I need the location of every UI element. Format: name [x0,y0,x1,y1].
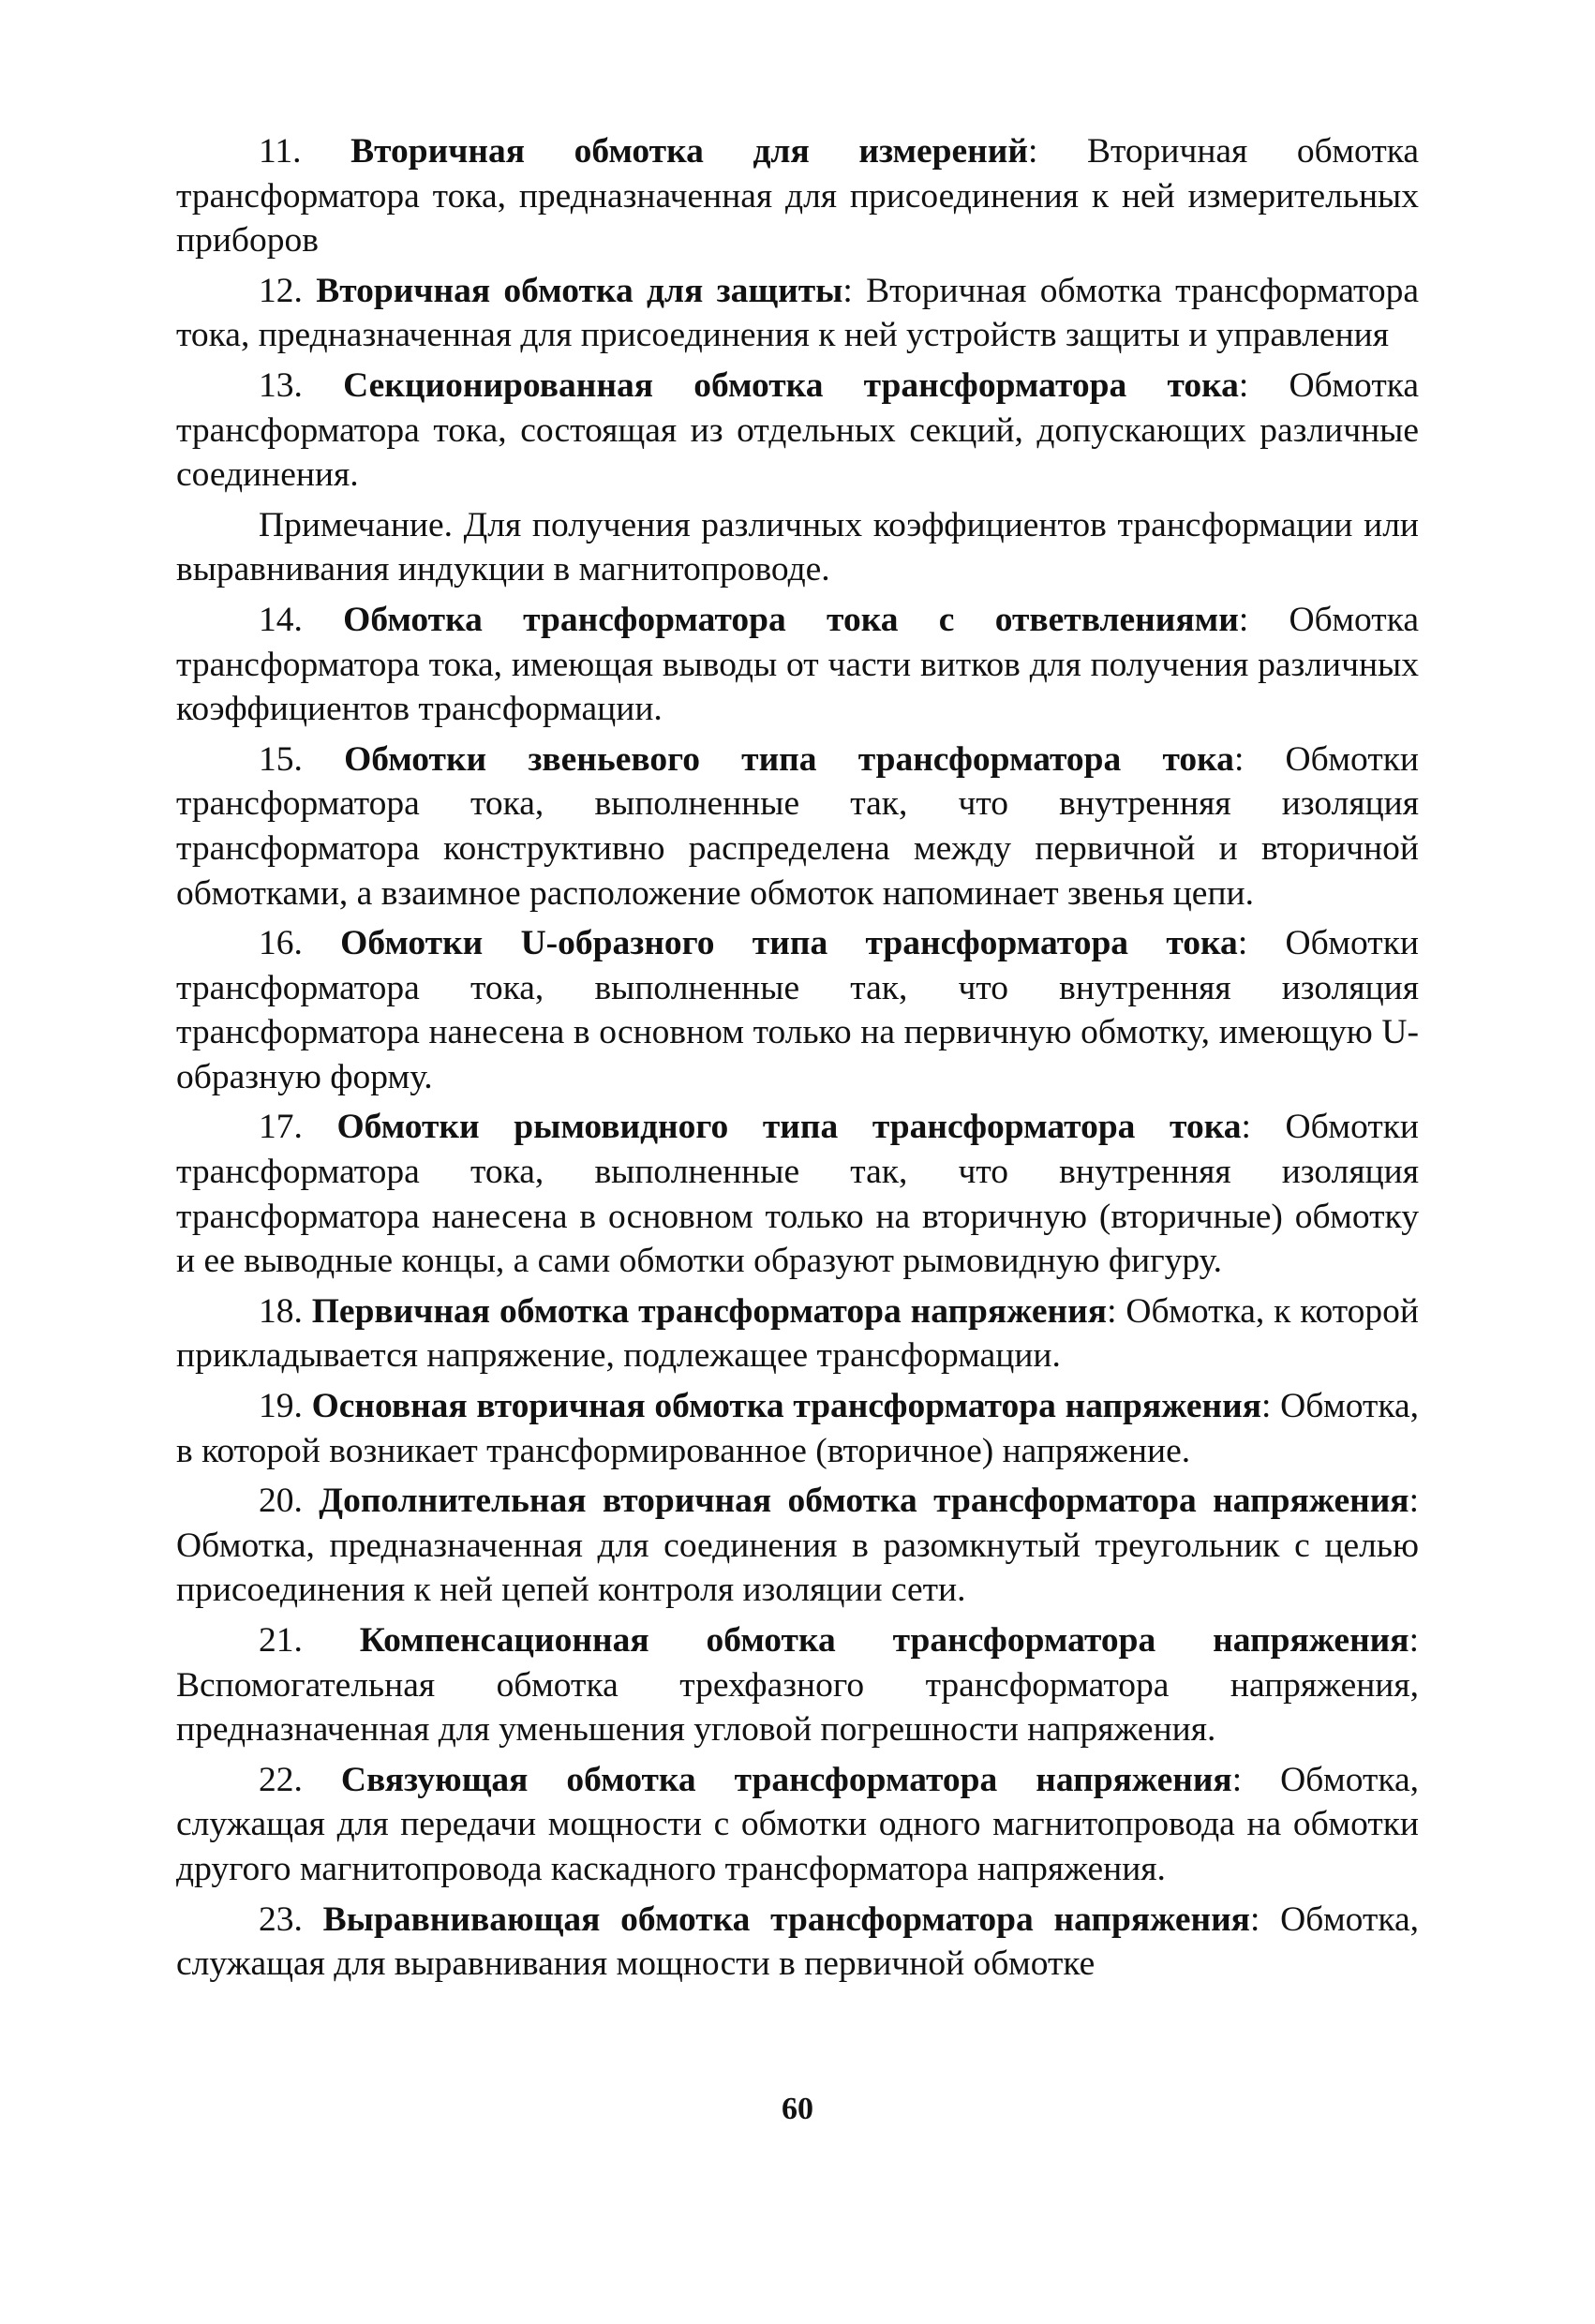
entry-definition: Вспомогательная обмотка трехфазного трансформатора напряжения, предназначенная для уменьшения угловой погрешности напряжения. [176,1665,1419,1750]
entry-number: 19. [259,1387,303,1426]
definition-entry [176,269,1419,358]
entry-term: Обмотки U-образного типа трансформатора тока [340,924,1238,963]
entry-separator: : [1238,365,1249,405]
entry-term: Обмотки звеньевого типа трансформатора тока [344,739,1234,779]
entry-separator: : [1238,600,1249,639]
entry-separator: : [1237,924,1248,963]
definition-entry [176,364,1419,498]
entry-separator: : [842,271,853,310]
entry-number: 16. [259,924,303,963]
definition-entry [176,737,1419,916]
definition-entry [176,1289,1419,1378]
entry-term: Дополнительная вторичная обмотка трансформатора напряжения [319,1482,1409,1521]
entry-separator: : [1409,1621,1420,1660]
definition-entry [176,1105,1419,1283]
entry-definition: Обмотка трансформатора тока, состоящая из отдельных секций, допускающих различные соединения. [176,365,1419,495]
entry-number: 11. [259,132,302,171]
entry-term: Вторичная обмотка для защиты [316,271,843,310]
entry-term: Вторичная обмотка для измерений [350,132,1028,171]
entry-separator: : [1107,1291,1117,1331]
entry-definition: Вторичная обмотка трансформатора тока, предназначенная для присоединения к ней устройств защиты и управления [176,271,1420,355]
entry-number: 22. [259,1760,303,1799]
note-entry [176,503,1419,592]
entry-definition: Обмотка, в которой возникает трансформированное (вторичное) напряжение. [176,1387,1420,1470]
entry-definition: Вторичная обмотка трансформатора тока, предназначенная для присоединения к ней измерительных приборов [176,132,1420,261]
definition-entry [176,1898,1419,1987]
entry-definition: Обмотки трансформатора тока, выполненные так, что внутренняя изоляция трансформатора нанесена в основном только на вторичную (вторичные) обмотку и ее выводные концы, а сами обмотки образуют рымовидную фигуру. [176,1108,1420,1281]
entry-definition: Обмотка, служащая для выравнивания мощности в первичной обмотке [176,1899,1419,1984]
definition-entry [176,598,1419,732]
entry-term: Обмотки рымовидного типа трансформатора тока [336,1108,1242,1147]
entry-term: Выравнивающая обмотка трансформатора напряжения [322,1899,1250,1939]
entry-definition: Обмотка, служащая для передачи мощности с обмотки одного магнитопровода на обмотки другого магнитопровода каскадного трансформатора напряжения. [176,1760,1420,1888]
entry-definition: Обмотка, к которой прикладывается напряжение, подлежащее трансформации. [176,1291,1419,1376]
entry-separator: : [1261,1387,1272,1426]
entry-number: 23. [259,1899,303,1939]
definition-entry [176,1384,1419,1473]
entry-term: Первичная обмотка трансформатора напряжения [311,1291,1108,1331]
entry-separator: : [1233,739,1245,779]
entry-definition: Обмотка трансформатора тока, имеющая выводы от части витков для получения различных коэффициентов трансформации. [176,600,1419,729]
note-text: Примечание. Для получения различных коэффициентов трансформации или выравнивания индукции в магнитопроводе. [176,505,1419,589]
entry-term: Секционированная обмотка трансформатора тока [343,365,1239,405]
entry-separator: : [1409,1482,1420,1521]
entry-number: 17. [259,1108,303,1147]
document-page [176,129,1419,1987]
page-number: 60 [782,2092,813,2126]
entry-number: 18. [259,1291,303,1331]
entry-separator: : [1241,1108,1251,1147]
entry-term: Обмотка трансформатора тока с ответвлениями [343,600,1239,639]
entry-term: Компенсационная обмотка трансформатора напряжения [359,1621,1409,1660]
entry-definition: Обмотки трансформатора тока, выполненные так, что внутренняя изоляция трансформатора нанесена в основном только на первичную обмотку, имеющую U-образную форму. [176,924,1419,1096]
entry-number: 21. [259,1621,303,1660]
entry-number: 14. [259,600,303,639]
entry-number: 20. [259,1482,303,1521]
definition-entry [176,129,1419,263]
entry-number: 12. [259,271,303,310]
definition-entry [176,1758,1419,1892]
definition-entry [176,921,1419,1099]
entry-term: Основная вторичная обмотка трансформатора напряжения [311,1387,1262,1426]
entry-separator: : [1231,1760,1243,1799]
definition-entry [176,1479,1419,1613]
definition-entry [176,1618,1419,1752]
entry-number: 15. [259,739,303,779]
entry-number: 13. [259,365,303,405]
entry-definition: Обмотки трансформатора тока, выполненные так, что внутренняя изоляция трансформатора конструктивно распределена между первичной и вторичной обмотками, а взаимное расположение обмоток напоминает звенья цепи. [176,739,1419,913]
entry-separator: : [1249,1899,1260,1939]
entry-definition: Обмотка, предназначенная для соединения в разомкнутый треугольник с целью присоединения к ней цепей контроля изоляции сети. [176,1526,1419,1610]
entry-separator: : [1027,132,1038,171]
entry-term: Связующая обмотка трансформатора напряжения [340,1760,1232,1799]
